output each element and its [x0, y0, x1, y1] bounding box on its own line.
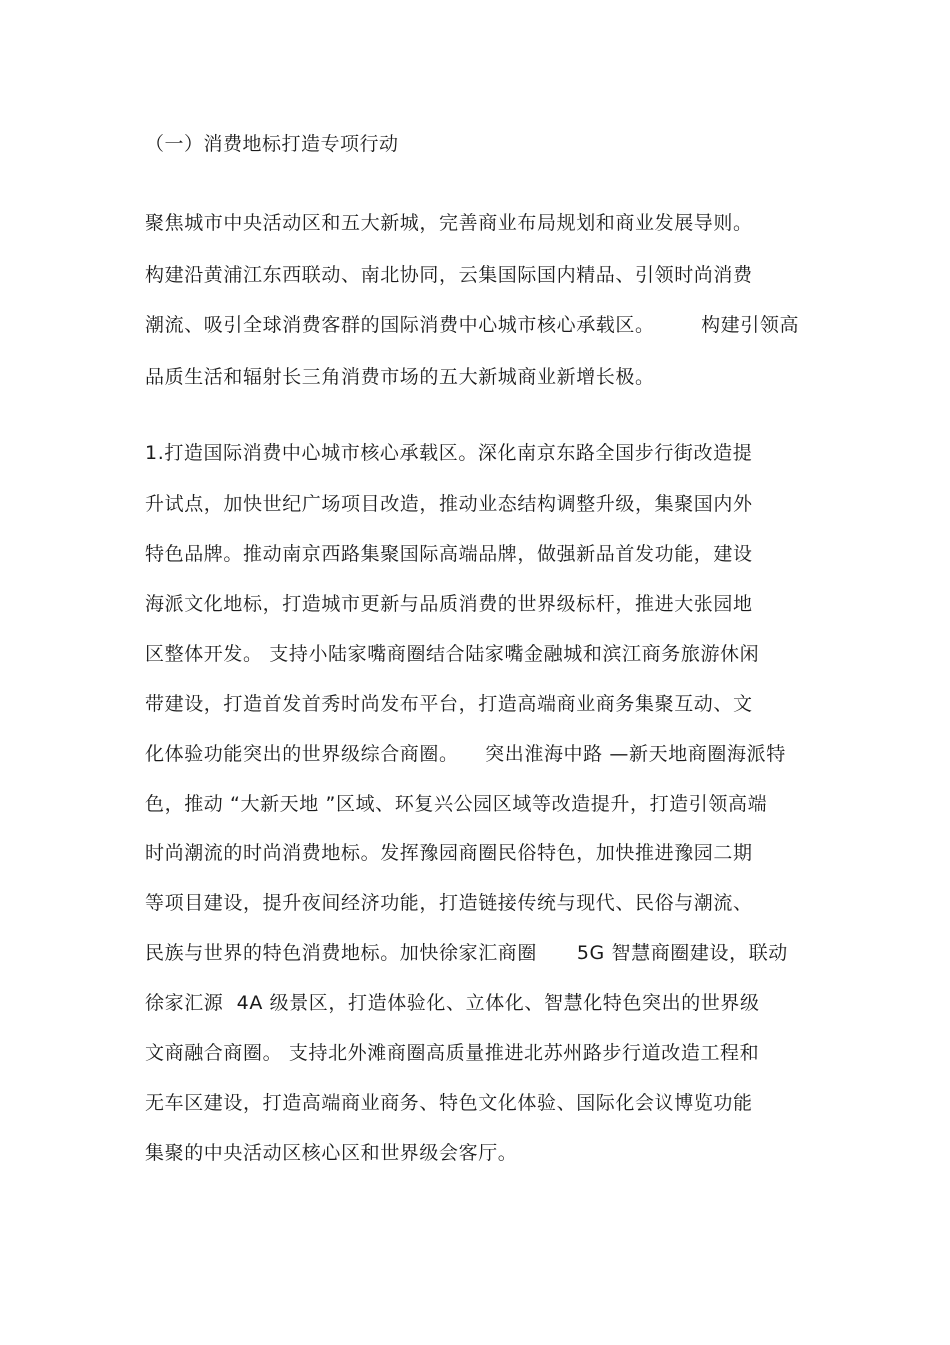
paragraph-line: 集聚的中央活动区核心区和世界级会客厅。	[145, 1142, 518, 1164]
paragraph-line: 民族与世界的特色消费地标。加快徐家汇商圈 5G 智慧商圈建设，联动	[145, 942, 788, 964]
paragraph-line: 文商融合商圈。 支持北外滩商圈高质量推进北苏州路步行道改造工程和	[145, 1042, 760, 1064]
paragraph-line: 色，推动 “大新天地 ”区域、环复兴公园区域等改造提升，打造引领高端	[145, 793, 768, 815]
paragraph-line: 潮流、吸引全球消费客群的国际消费中心城市核心承载区。 构建引领高	[145, 314, 800, 336]
section-heading: （一）消费地标打造专项行动	[145, 133, 399, 155]
paragraph-line: 等项目建设，提升夜间经济功能，打造链接传统与现代、民俗与潮流、	[145, 892, 753, 914]
paragraph-line: 升试点，加快世纪广场项目改造，推动业态结构调整升级，集聚国内外	[145, 493, 753, 515]
paragraph-line: 海派文化地标，打造城市更新与品质消费的世界级标杆，推进大张园地	[145, 593, 753, 615]
paragraph-line: 化体验功能突出的世界级综合商圈。 突出淮海中路 —新天地商圈海派特	[145, 743, 786, 765]
paragraph-line: 徐家汇源 4A 级景区，打造体验化、立体化、智慧化特色突出的世界级	[145, 992, 760, 1014]
paragraph-line: 品质生活和辐射长三角消费市场的五大新城商业新增长极。	[145, 366, 655, 388]
paragraph-line: 时尚潮流的时尚消费地标。发挥豫园商圈民俗特色，加快推进豫园二期	[145, 842, 753, 864]
paragraph-line: 构建沿黄浦江东西联动、南北协同，云集国际国内精品、引领时尚消费	[145, 264, 753, 286]
paragraph-line: 区整体开发。 支持小陆家嘴商圈结合陆家嘴金融城和滨江商务旅游休闲	[145, 643, 760, 665]
paragraph-line: 无车区建设，打造高端商业商务、特色文化体验、国际化会议博览功能	[145, 1092, 753, 1114]
paragraph-line: 带建设，打造首发首秀时尚发布平台，打造高端商业商务集聚互动、文	[145, 693, 753, 715]
paragraph-line: 1.打造国际消费中心城市核心承载区。深化南京东路全国步行街改造提	[145, 442, 753, 464]
paragraph-line: 特色品牌。推动南京西路集聚国际高端品牌，做强新品首发功能，建设	[145, 543, 753, 565]
paragraph-line: 聚焦城市中央活动区和五大新城，完善商业布局规划和商业发展导则。	[145, 212, 753, 234]
